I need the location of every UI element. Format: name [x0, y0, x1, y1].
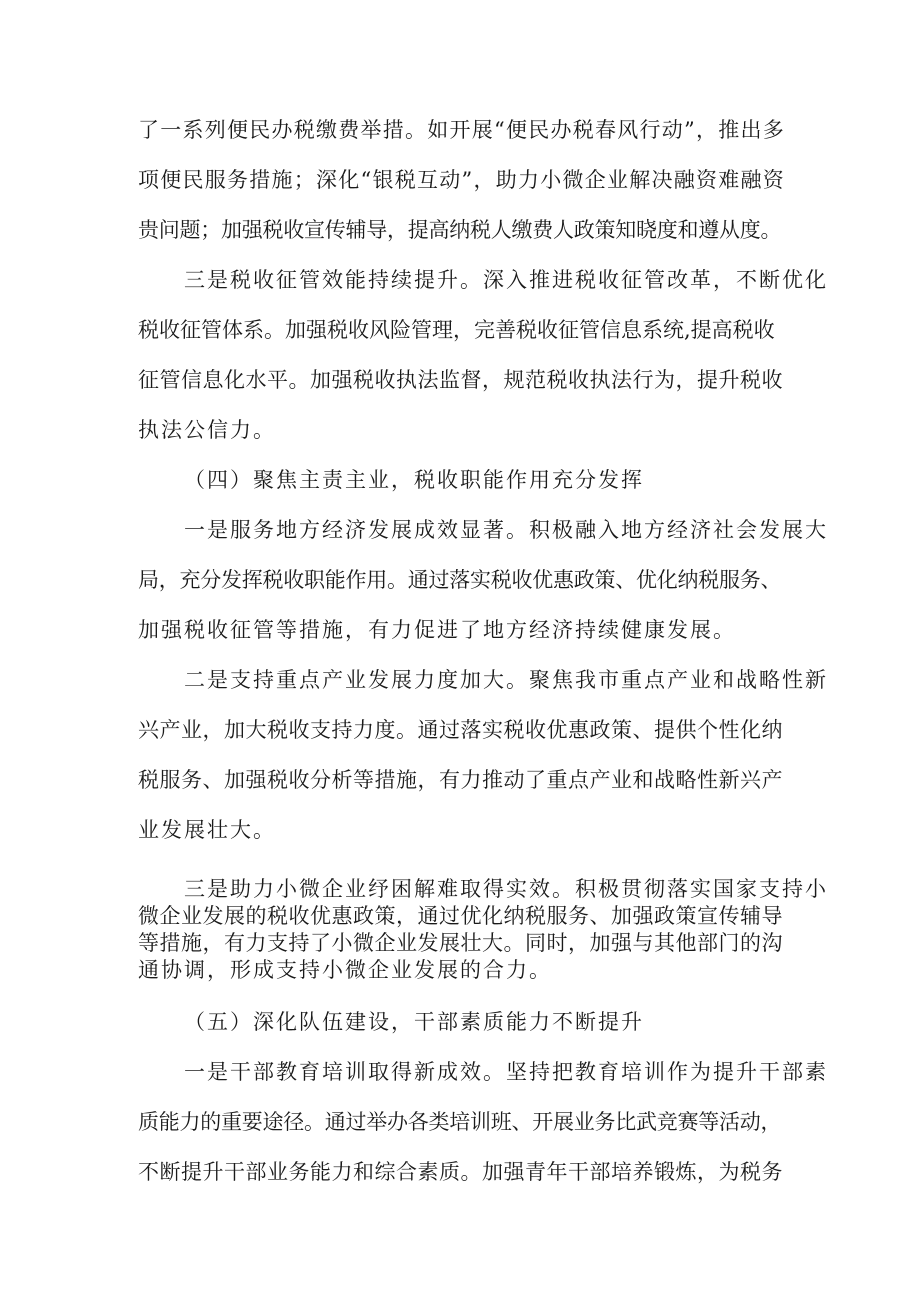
text-line: 税收征管体系。加强税收风险管理，完善税收征管信息系统,提高税收 — [138, 318, 775, 342]
text-line: 等措施，有力支持了小微企业发展壮大。同时，加强与其他部门的沟 — [138, 931, 783, 955]
text-line: 通协调，形成支持小微企业发展的合力。 — [138, 958, 552, 982]
paragraph-first-line: 三是助力小微企业纾困解难取得实效。积极贯彻落实国家支持小 — [184, 877, 828, 901]
paragraph-first-line: 一是服务地方经济发展成效显著。积极融入地方经济社会发展大 — [184, 518, 828, 542]
text-line: 项便民服务措施；深化“银税互动”，助力小微企业解决融资难融资 — [138, 168, 785, 192]
text-line: 加强税收征管等措施，有力促进了地方经济持续健康发展。 — [138, 618, 736, 642]
text-line: 了一系列便民办税缴费举措。如开展“便民办税春风行动”，推出多 — [138, 118, 785, 142]
section-heading: （五）深化队伍建设，干部素质能力不断提升 — [184, 1010, 644, 1034]
text-line: 兴产业，加大税收支持力度。通过落实税收优惠政策、提供个性化纳 — [138, 718, 783, 742]
text-line: 税服务、加强税收分析等措施，有力推动了重点产业和战略性新兴产 — [138, 768, 783, 792]
text-line: 征管信息化水平。加强税收执法监督，规范税收执法行为，提升税收 — [138, 368, 783, 392]
text-line: 微企业发展的税收优惠政策，通过优化纳税服务、加强政策宣传辅导 — [138, 904, 783, 928]
text-line: 执法公信力。 — [138, 418, 276, 442]
text-line: 业发展壮大。 — [138, 818, 276, 842]
text-line: 贵问题；加强税收宣传辅导，提高纳税人缴费人政策知晓度和遵从度。 — [138, 218, 782, 242]
text-line: 不断提升干部业务能力和综合素质。加强青年干部培养锻炼，为税务 — [138, 1160, 783, 1184]
text-line: 质能力的重要途径。通过举办各类培训班、开展业务比武竞赛等活动， — [138, 1110, 782, 1134]
paragraph-first-line: 二是支持重点产业发展力度加大。聚焦我市重点产业和战略性新 — [184, 668, 828, 692]
paragraph-first-line: 三是税收征管效能持续提升。深入推进税收征管改革，不断优化 — [184, 268, 828, 292]
paragraph-first-line: 一是干部教育培训取得新成效。坚持把教育培训作为提升干部素 — [184, 1060, 828, 1084]
text-line: 局，充分发挥税收职能作用。通过落实税收优惠政策、优化纳税服务、 — [138, 568, 782, 592]
section-heading: （四）聚焦主责主业，税收职能作用充分发挥 — [184, 468, 644, 492]
